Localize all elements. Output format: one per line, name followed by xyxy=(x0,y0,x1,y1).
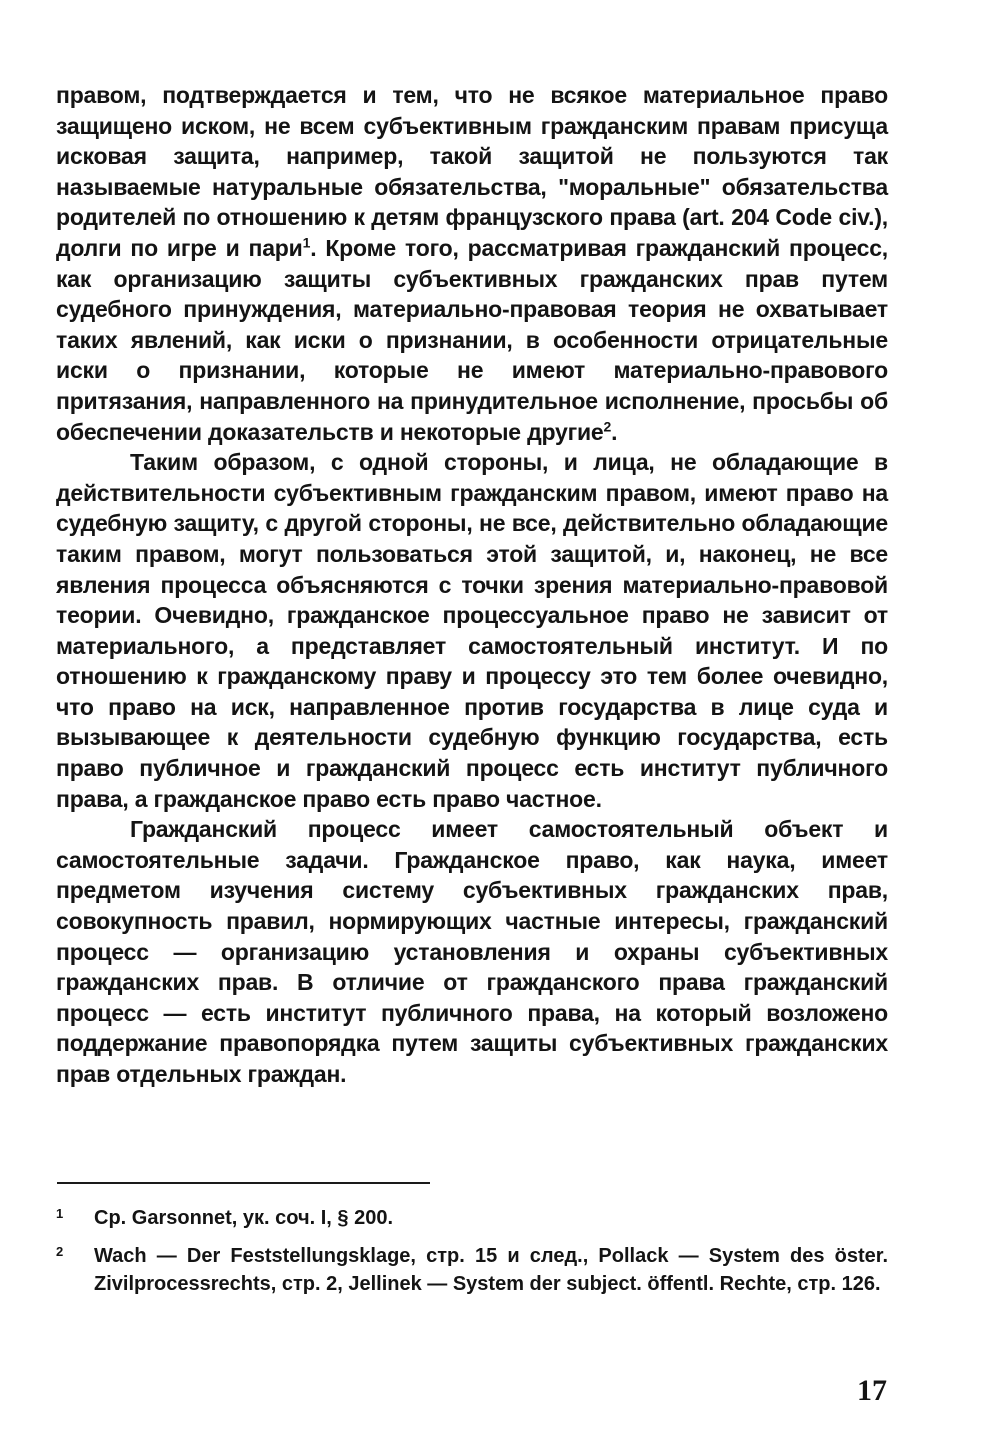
paragraph-1 xyxy=(56,80,888,447)
footnote-number: 2 xyxy=(56,1244,64,1259)
paragraph-3: Гражданский процесс имеет самостоятельный объект и самостоятельные задачи. Гражданское право, как наука, имеет предметом изучения систему субъективных гражданских прав, совокупность правил, нормирующих частные интересы, гражданский процесс — организацию установления и охраны субъективных гражданских прав. В отличие от гражданского права гражданский процесс — есть институт публичного права, на который возложено поддержание правопорядка путем защиты субъективных гражданских прав отдельных граждан. xyxy=(56,816,888,1087)
footnote-ref-2: 2 xyxy=(603,417,612,434)
footnote-text: Ср. Garsonnet, ук. соч. I, § 200. xyxy=(94,1207,393,1229)
footnote-number: 1 xyxy=(56,1206,64,1221)
footnote-text: Wach — Der Feststellungsklage, стр. 15 и след., Pollack — System des öster. Zivilprocessrechts, стр. 2, Jellinek — System der subject. öffentl. Rechte, стр. 126. xyxy=(94,1245,888,1295)
footnote-2 xyxy=(56,1242,888,1298)
footnote-ref-1: 1 xyxy=(302,234,311,251)
footnote-separator xyxy=(57,1182,430,1184)
footnotes xyxy=(56,1204,888,1308)
footnote-1 xyxy=(56,1204,888,1232)
paragraph-1-text-cont: . Кроме того, рассматривая гражданский процесс, как организацию защиты субъективных гражданских прав путем судебного принуждения, материально-правовая теория не охватывает таких явлений, как иски о признании, в особенности отрицательные иски о признании, которые не имеют материально-правового притязания, направленного на принудительное исполнение, просьбы об обеспечении доказательств и некоторые другие xyxy=(56,234,888,445)
paragraph-2: Таким образом, с одной стороны, и лица, не обладающие в действительности субъективным гражданским правом, имеют право на судебную защиту, с другой стороны, не все, действительно обладающие таким правом, могут пользоваться этой защитой, и, наконец, не все явления процесса объясняются с точки зрения материально-правовой теории. Очевидно, гражданское процессуальное право не зависит от материального, а представляет самостоятельный институт. И по отношению к гражданскому праву и процессу это тем более очевидно, что право на иск, направленное против государства в лице суда и вызывающее к деятельности судебную функцию государства, есть право публичное и гражданский процесс есть институт публичного права, а гражданское право есть право частное. xyxy=(56,449,888,812)
main-text xyxy=(56,80,888,1090)
paragraph-1-text: правом, подтверждается и тем, что не всякое материальное право защищено иском, не всем субъективным гражданским правам присуща исковая защита, например, такой защитой не пользуются так называемые натуральные обязательства, "моральные" обязательства родителей по отношению к детям французского права (art. 204 Code civ.), долги по игре и пари xyxy=(56,82,888,261)
paragraph-1-text-end: . xyxy=(611,418,618,445)
page-number: 17 xyxy=(857,1374,887,1407)
